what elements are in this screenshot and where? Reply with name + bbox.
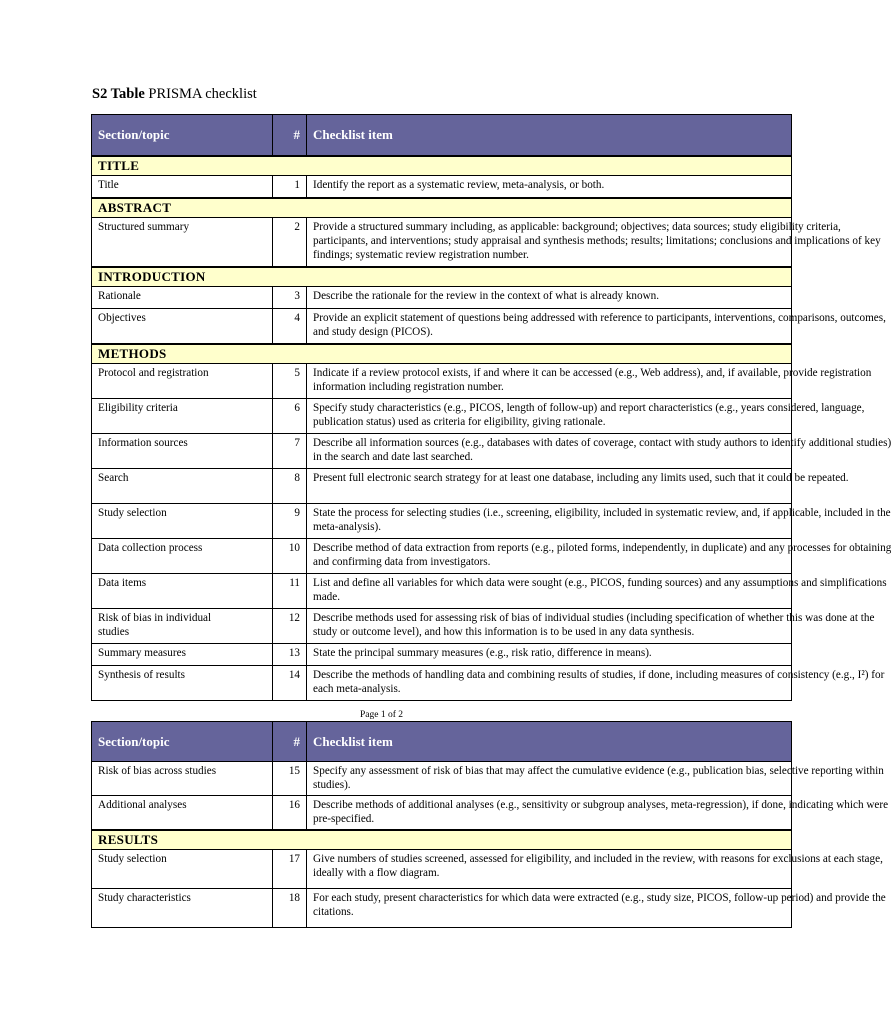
header-section-topic: Section/topic [92, 115, 273, 156]
item-number: 3 [273, 287, 307, 309]
table-row [92, 889, 792, 928]
section-heading: TITLE [92, 156, 792, 176]
table-row [92, 574, 792, 609]
topic-cell: Structured summary [92, 218, 273, 267]
topic-cell: Synthesis of results [92, 666, 273, 701]
table-row [92, 644, 792, 666]
table-row [92, 504, 792, 539]
item-number: 2 [273, 218, 307, 267]
checklist-item-text: Describe all information sources (e.g., databases with dates of coverage, contact with study authors to identify additional studies) in the search and date last searched. [307, 434, 792, 469]
item-number: 15 [273, 762, 307, 796]
topic-cell: Information sources [92, 434, 273, 469]
topic-cell: Data collection process [92, 539, 273, 574]
item-number: 14 [273, 666, 307, 701]
section-row [92, 198, 792, 218]
topic-cell: Summary measures [92, 644, 273, 666]
table-row [92, 218, 792, 267]
table-row [92, 762, 792, 796]
topic-cell: Rationale [92, 287, 273, 309]
item-number: 9 [273, 504, 307, 539]
section-row [92, 267, 792, 287]
topic-cell: Data items [92, 574, 273, 609]
topic-cell: Additional analyses [92, 796, 273, 830]
table-row [92, 850, 792, 889]
header-section-topic: Section/topic [92, 722, 273, 762]
checklist-item-text: Describe methods of additional analyses (e.g., sensitivity or subgroup analyses, meta-regression), if done, indicating which were pre-specified. [307, 796, 792, 830]
table-row [92, 399, 792, 434]
item-number: 8 [273, 469, 307, 504]
caption-label: S2 Table [92, 86, 145, 102]
table-header-row [92, 115, 792, 156]
section-heading: METHODS [92, 344, 792, 364]
table-row [92, 666, 792, 701]
header-checklist-item: Checklist item [307, 115, 792, 156]
checklist-item-text: Indicate if a review protocol exists, if and where it can be accessed (e.g., Web address), and, if available, provide registration information including registration number. [307, 364, 792, 399]
checklist-item-text: State the process for selecting studies (i.e., screening, eligibility, included in systematic review, and, if applicable, included in the meta-analysis). [307, 504, 792, 539]
checklist-item-text: Describe methods used for assessing risk of bias of individual studies (including specification of whether this was done at the study or outcome level), and how this information is to be used in any data synthesis. [307, 609, 792, 644]
checklist-item-text: Give numbers of studies screened, assessed for eligibility, and included in the review, with reasons for exclusions at each stage, ideally with a flow diagram. [307, 850, 792, 889]
checklist-table-page-2 [91, 721, 889, 928]
checklist-table-page-1 [91, 114, 891, 701]
item-number: 12 [273, 609, 307, 644]
table-row [92, 287, 792, 309]
item-number: 11 [273, 574, 307, 609]
topic-cell: Study selection [92, 850, 273, 889]
checklist-item-text: Specify study characteristics (e.g., PICOS, length of follow-up) and report characteristics (e.g., years considered, language, publication status) used as criteria for eligibility, giving rationale. [307, 399, 792, 434]
item-number: 10 [273, 539, 307, 574]
topic-cell: Title [92, 176, 273, 198]
checklist-item-text: Present full electronic search strategy for at least one database, including any limits used, such that it could be repeated. [307, 469, 792, 504]
section-row [92, 156, 792, 176]
table-row [92, 176, 792, 198]
topic-cell: Study selection [92, 504, 273, 539]
item-number: 13 [273, 644, 307, 666]
header-number: # [273, 115, 307, 156]
header-number: # [273, 722, 307, 762]
section-heading: ABSTRACT [92, 198, 792, 218]
checklist-item-text: List and define all variables for which data were sought (e.g., PICOS, funding sources) and any assumptions and simplifications made. [307, 574, 792, 609]
checklist-item-text: Specify any assessment of risk of bias that may affect the cumulative evidence (e.g., publication bias, selective reporting within studies). [307, 762, 792, 796]
section-row [92, 344, 792, 364]
topic-cell: Risk of bias in individual studies [92, 609, 273, 644]
topic-cell: Risk of bias across studies [92, 762, 273, 796]
section-heading: INTRODUCTION [92, 267, 792, 287]
table-row [92, 364, 792, 399]
header-checklist-item: Checklist item [307, 722, 792, 762]
topic-cell: Eligibility criteria [92, 399, 273, 434]
table-caption [92, 86, 257, 103]
section-row [92, 830, 792, 850]
table-header-row [92, 722, 792, 762]
checklist-item-text: Describe the methods of handling data and combining results of studies, if done, including measures of consistency (e.g., I²) for each meta-analysis. [307, 666, 792, 701]
checklist-item-text: State the principal summary measures (e.g., risk ratio, difference in means). [307, 644, 792, 666]
item-number: 18 [273, 889, 307, 928]
section-heading: RESULTS [92, 830, 792, 850]
topic-cell: Study characteristics [92, 889, 273, 928]
item-number: 6 [273, 399, 307, 434]
item-number: 17 [273, 850, 307, 889]
item-number: 16 [273, 796, 307, 830]
checklist-item-text: For each study, present characteristics for which data were extracted (e.g., study size, PICOS, follow-up period) and provide the citations. [307, 889, 792, 928]
item-number: 5 [273, 364, 307, 399]
topic-cell: Search [92, 469, 273, 504]
topic-cell: Objectives [92, 309, 273, 344]
table-row [92, 796, 792, 830]
item-number: 7 [273, 434, 307, 469]
checklist-item-text: Describe the rationale for the review in the context of what is already known. [307, 287, 792, 309]
checklist-item-text: Identify the report as a systematic review, meta-analysis, or both. [307, 176, 792, 198]
checklist-item-text: Describe method of data extraction from reports (e.g., piloted forms, independently, in duplicate) and any processes for obtaining and confirming data from investigators. [307, 539, 792, 574]
topic-cell: Protocol and registration [92, 364, 273, 399]
item-number: 4 [273, 309, 307, 344]
table-row [92, 469, 792, 504]
checklist-item-text: Provide a structured summary including, as applicable: background; objectives; data sources; study eligibility criteria, participants, and interventions; study appraisal and synthesis methods; results; limitations; conclusions and implications of key findings; systematic review registration number. [307, 218, 792, 267]
table-row [92, 539, 792, 574]
page-number: Page 1 of 2 [360, 710, 404, 720]
caption-title: PRISMA checklist [144, 86, 257, 102]
item-number: 1 [273, 176, 307, 198]
table-row [92, 309, 792, 344]
checklist-item-text: Provide an explicit statement of questions being addressed with reference to participants, interventions, comparisons, outcomes, and study design (PICOS). [307, 309, 792, 344]
table-row [92, 434, 792, 469]
table-row [92, 609, 792, 644]
